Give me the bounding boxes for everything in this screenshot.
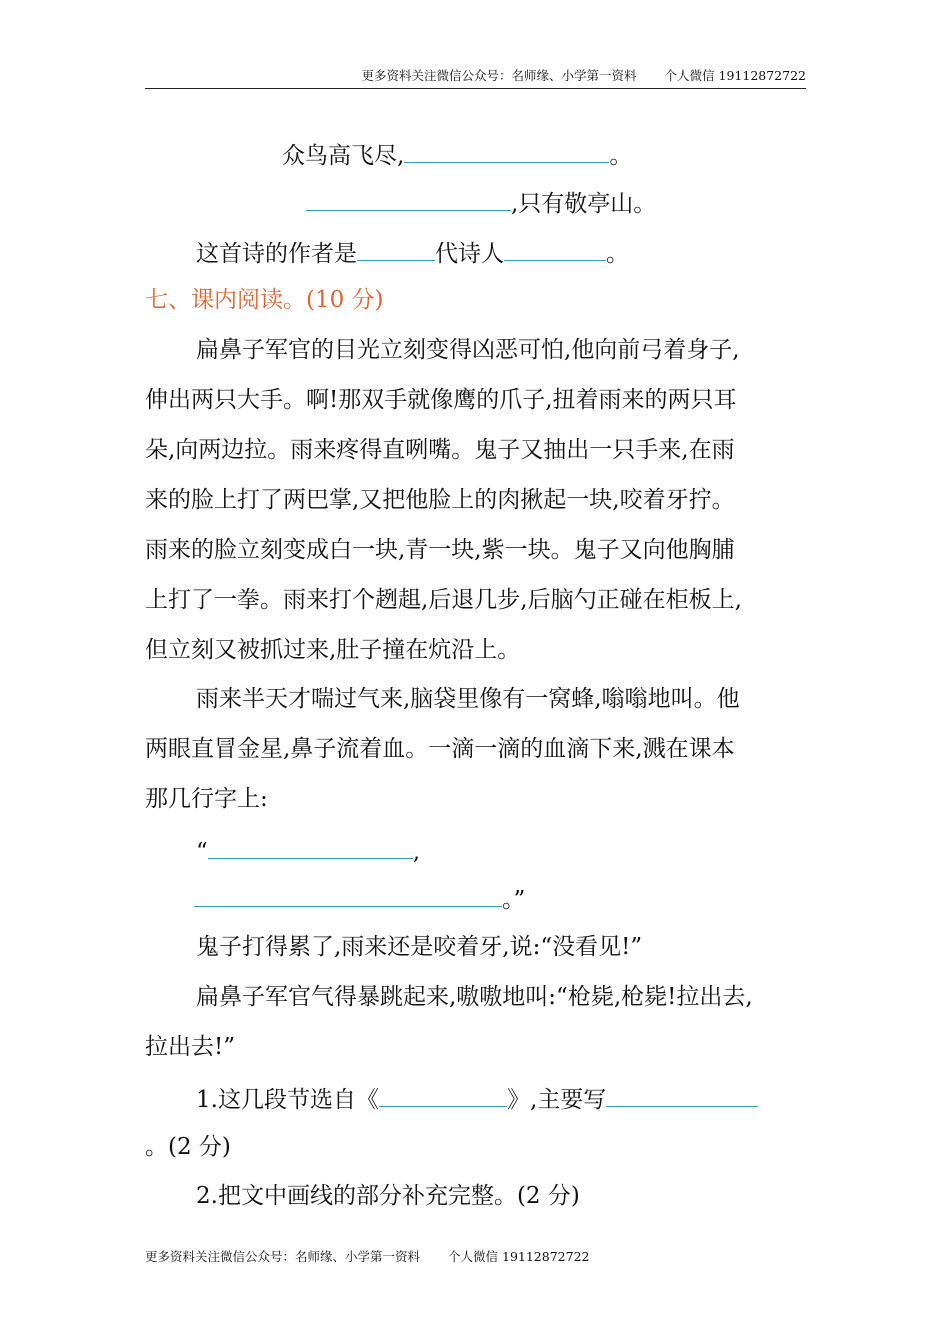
passage-line: 拉出去!” [145,1034,236,1060]
quote-open: “ [196,839,208,865]
question-1-end: 。(2 分) [145,1134,231,1160]
answer-blank[interactable] [208,834,413,859]
header-right-text: 个人微信 19112872722 [664,68,806,83]
quote-comma: , [412,839,421,865]
answer-blank[interactable] [194,882,502,907]
passage-line: 鬼子打得累了,雨来还是咬着牙,说:“没看见!” [196,934,643,960]
header-left-text: 更多资料关注微信公众号：名师缘、小学第一资料 [361,68,637,83]
quote-close: 。” [502,887,526,913]
passage-line: 朵,向两边拉。雨来疼得直咧嘴。鬼子又抽出一只手来,在雨 [145,437,735,463]
passage-line: 雨来的脸立刻变成白一块,青一块,紫一块。鬼子又向他胸脯 [145,537,735,563]
footer-right-text: 个人微信 19112872722 [448,1249,590,1264]
passage-line: 但立刻又被抓过来,肚子撞在炕沿上。 [145,637,521,663]
question-1 [196,1082,758,1115]
question-1-prefix: 1.这几段节选自《 [196,1087,379,1113]
answer-blank[interactable] [404,138,609,163]
author-mid: 代诗人 [435,241,504,267]
passage-line: 那几行字上: [145,786,268,812]
poem-line-1 [282,138,632,171]
section-title: 七、课内阅读。(10 分) [145,287,384,313]
page-header [145,66,806,89]
passage-line: 伸出两只大手。啊!那双手就像鹰的爪子,扭着雨来的两只耳 [145,387,737,413]
poet-blank[interactable] [504,236,606,261]
author-end: 。 [606,241,629,267]
dynasty-blank[interactable] [357,236,435,261]
title-blank[interactable] [379,1082,507,1107]
poem-line-2-text: ,只有敬亭山。 [511,191,657,217]
summary-blank[interactable] [606,1082,758,1107]
passage-line: 两眼直冒金星,鼻子流着血。一滴一滴的血滴下来,溅在课本 [145,736,735,762]
page-footer [145,1247,589,1265]
footer-left-text: 更多资料关注微信公众号：名师缘、小学第一资料 [145,1249,421,1264]
passage-line: 来的脸上打了两巴掌,又把他脸上的肉揪起一块,咬着牙拧。 [145,487,735,513]
quote-line-2 [194,882,525,915]
passage-line: 上打了一拳。雨来打个趔趄,后退几步,后脑勺正碰在柜板上, [145,587,742,613]
question-1-mid: 》,主要写 [506,1087,607,1113]
passage-line: 雨来半天才喘过气来,脑袋里像有一窝蜂,嗡嗡地叫。他 [196,686,740,712]
question-2: 2.把文中画线的部分补充完整。(2 分) [196,1183,580,1209]
poem-line-1-text: 众鸟高飞尽, [282,143,405,169]
author-question [196,236,629,269]
poem-line-1-end: 。 [609,143,633,169]
passage-line: 扁鼻子军官的目光立刻变得凶恶可怕,他向前弓着身子, [196,337,740,363]
answer-blank[interactable] [306,186,511,211]
poem-line-2 [306,186,656,219]
passage-line: 扁鼻子军官气得暴跳起来,嗷嗷地叫:“枪毙,枪毙!拉出去, [196,984,753,1010]
quote-line-1 [196,834,420,867]
author-prefix: 这首诗的作者是 [196,241,357,267]
